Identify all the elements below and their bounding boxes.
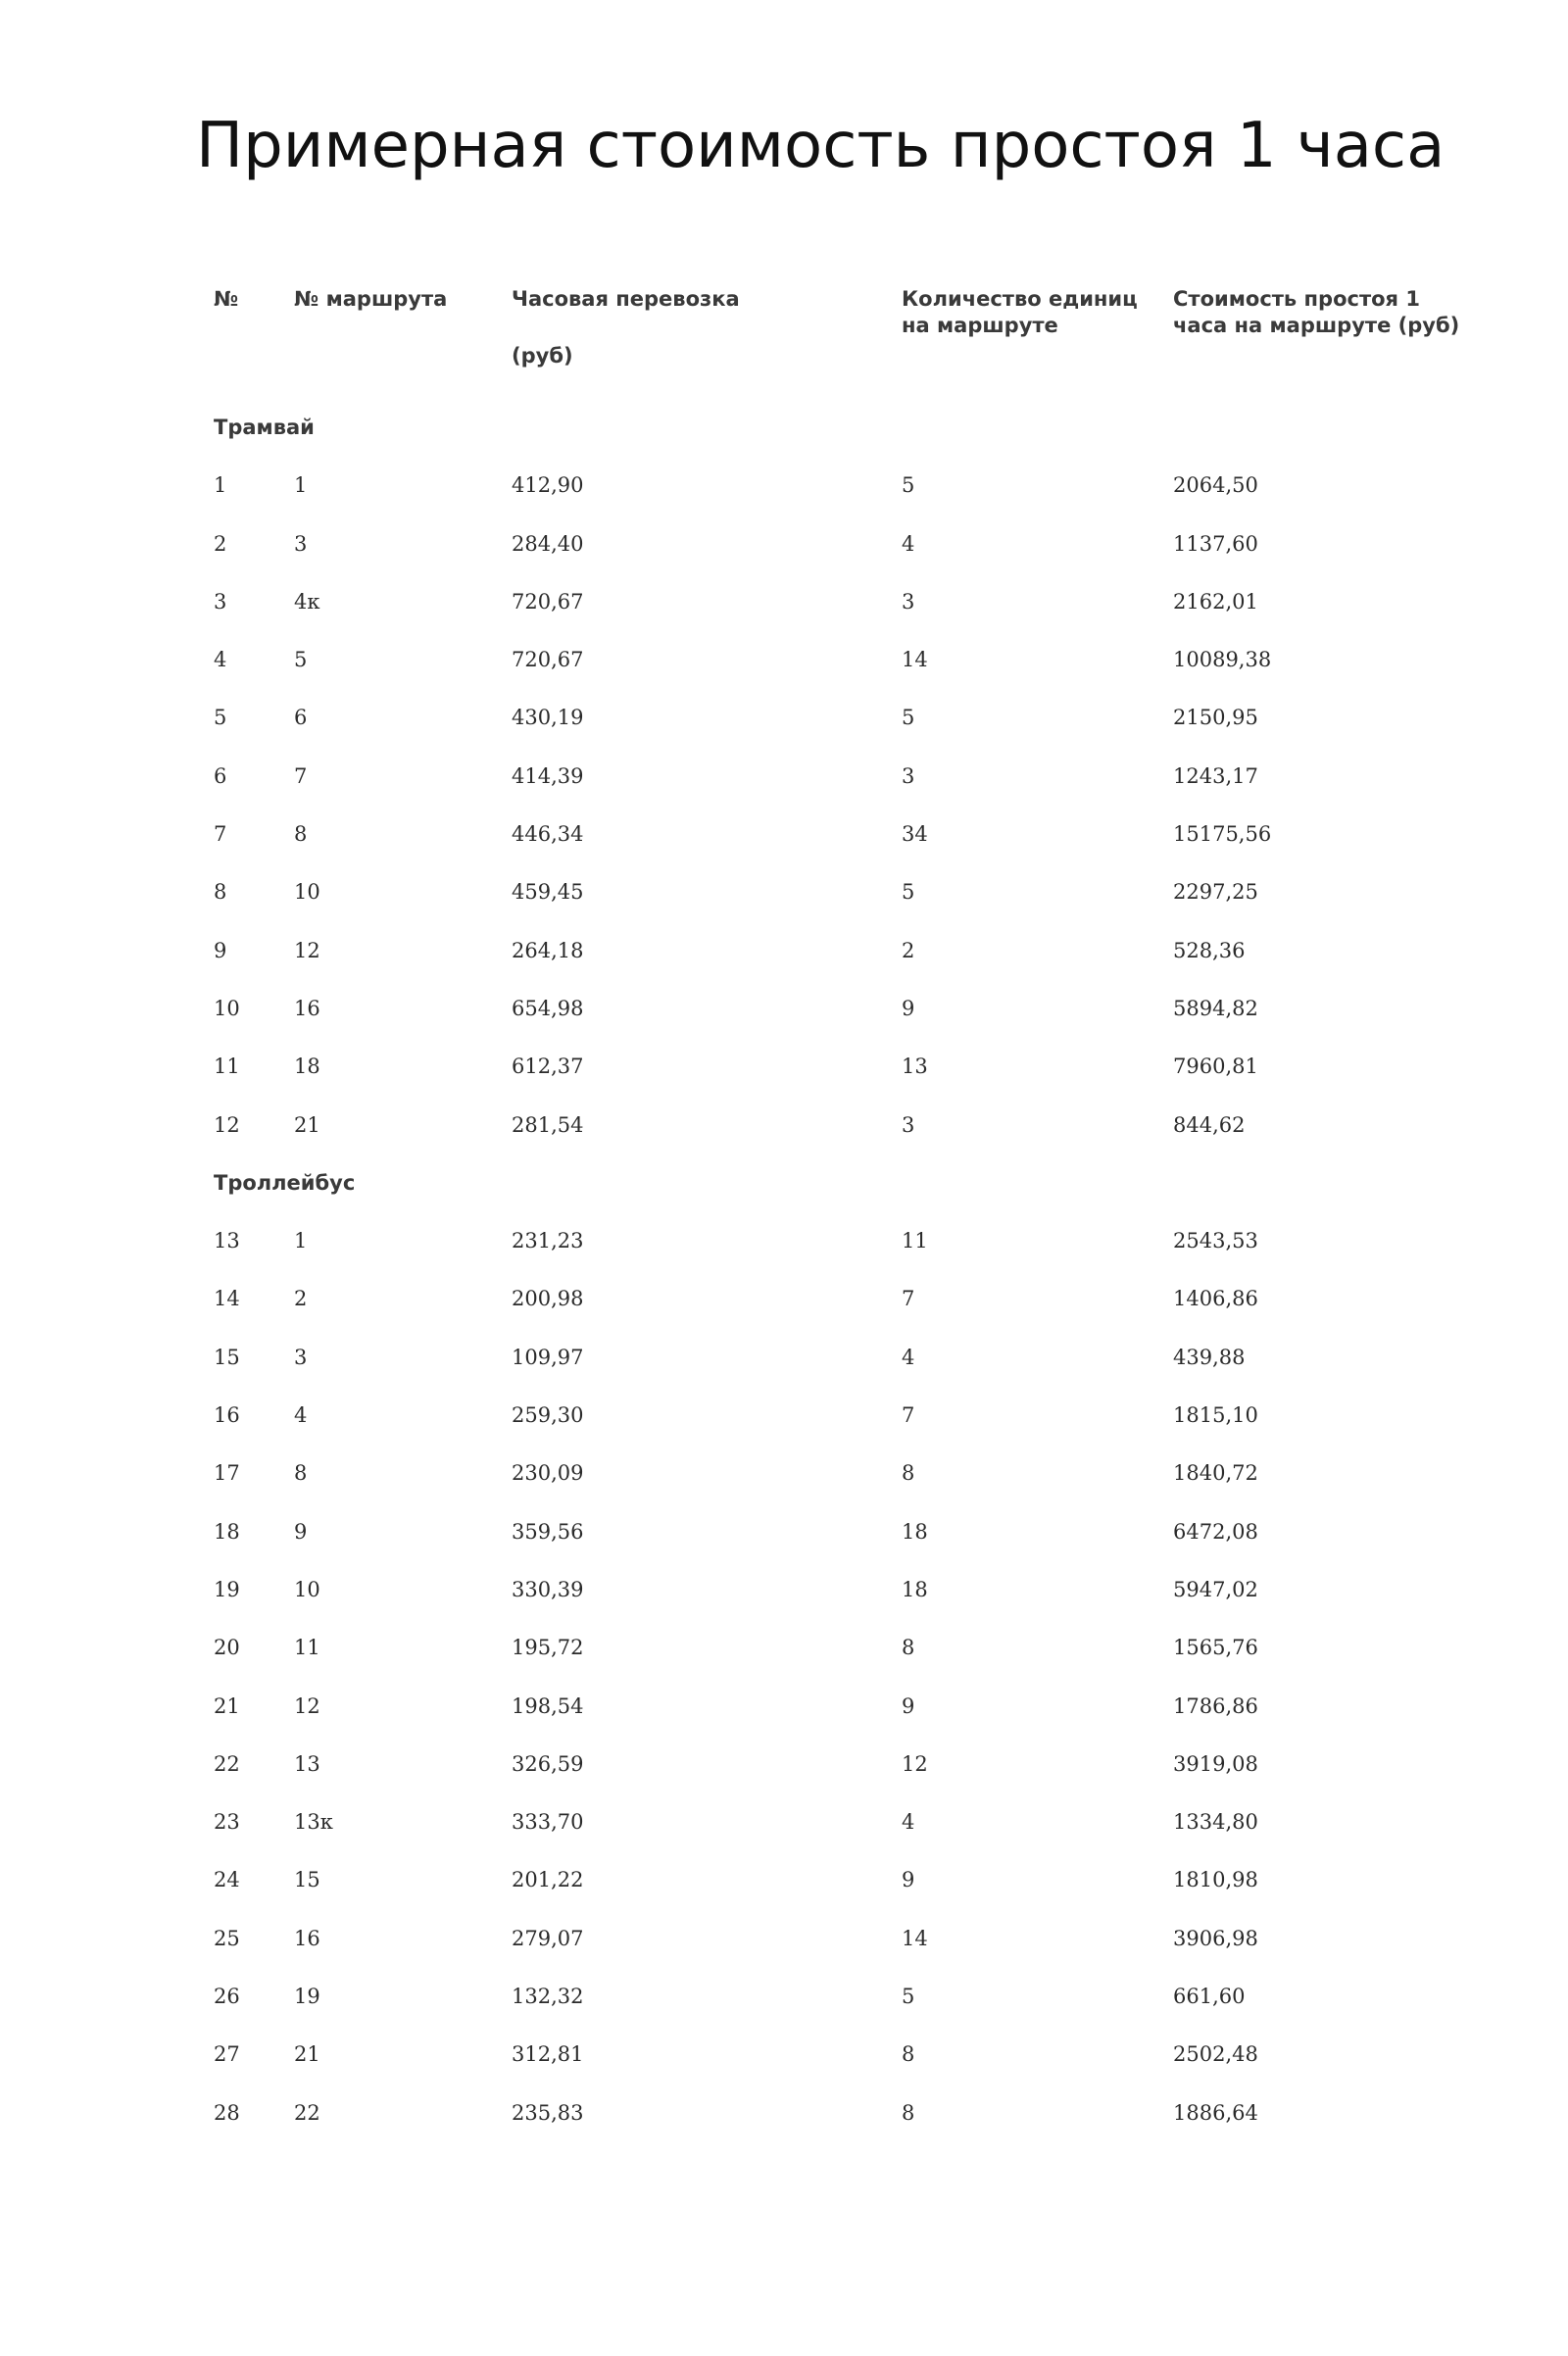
unit-count: 9 — [902, 1868, 915, 1892]
unit-count: 4 — [902, 531, 915, 556]
row-number: 1 — [214, 473, 227, 498]
unit-count: 3 — [902, 589, 915, 614]
downtime-cost: 7960,81 — [1173, 1055, 1258, 1079]
unit-count: 4 — [902, 1810, 915, 1835]
row-number: 15 — [214, 1345, 240, 1369]
route-number: 4 — [294, 1403, 308, 1428]
unit-count: 14 — [902, 648, 928, 672]
route-number: 8 — [294, 822, 308, 847]
hourly-rate: 720,67 — [512, 589, 584, 614]
header-number: № — [214, 287, 239, 311]
downtime-cost: 15175,56 — [1173, 822, 1272, 847]
hourly-rate: 459,45 — [512, 880, 584, 905]
hourly-rate: 109,97 — [512, 1345, 584, 1369]
downtime-cost: 3906,98 — [1173, 1926, 1258, 1950]
table-row — [0, 1556, 1568, 1614]
downtime-cost: 2543,53 — [1173, 1229, 1258, 1253]
hourly-rate: 284,40 — [512, 531, 584, 556]
table-row — [0, 1846, 1568, 1904]
table-row — [0, 1092, 1568, 1150]
table-row — [0, 1207, 1568, 1265]
unit-count: 8 — [902, 2100, 915, 2125]
hourly-rate: 326,59 — [512, 1751, 584, 1776]
row-number: 8 — [214, 880, 227, 905]
table-row — [0, 1963, 1568, 2021]
downtime-cost: 5947,02 — [1173, 1577, 1258, 1601]
hourly-rate: 359,56 — [512, 1519, 584, 1544]
downtime-cost: 1406,86 — [1173, 1287, 1258, 1311]
row-number: 7 — [214, 822, 227, 847]
downtime-cost: 10089,38 — [1173, 648, 1272, 672]
downtime-cost: 1840,72 — [1173, 1461, 1258, 1486]
downtime-cost: 1886,64 — [1173, 2100, 1258, 2125]
downtime-cost: 2162,01 — [1173, 589, 1258, 614]
unit-count: 4 — [902, 1345, 915, 1369]
hourly-rate: 198,54 — [512, 1693, 584, 1718]
table-row — [0, 1440, 1568, 1497]
table-row — [0, 1673, 1568, 1731]
downtime-cost: 6472,08 — [1173, 1519, 1258, 1544]
row-number: 23 — [214, 1810, 240, 1835]
downtime-cost: 1565,76 — [1173, 1636, 1258, 1660]
route-number: 21 — [294, 1112, 320, 1137]
route-number: 21 — [294, 2042, 320, 2067]
table-row — [0, 2021, 1568, 2079]
route-number: 1 — [294, 1229, 308, 1253]
row-number: 12 — [214, 1112, 240, 1137]
downtime-cost: 2064,50 — [1173, 473, 1258, 498]
downtime-cost: 1137,60 — [1173, 531, 1258, 556]
table-header — [0, 286, 1568, 394]
unit-count: 8 — [902, 1636, 915, 1660]
header-route: № маршрута — [294, 287, 448, 311]
route-number: 3 — [294, 531, 308, 556]
unit-count: 5 — [902, 706, 915, 730]
unit-count: 9 — [902, 1693, 915, 1718]
unit-count: 2 — [902, 938, 915, 962]
downtime-cost: 528,36 — [1173, 938, 1246, 962]
route-number: 19 — [294, 1985, 320, 2009]
table-row — [0, 1498, 1568, 1556]
downtime-cost: 2297,25 — [1173, 880, 1258, 905]
row-number: 17 — [214, 1461, 240, 1486]
unit-count: 12 — [902, 1751, 928, 1776]
route-number: 16 — [294, 996, 320, 1020]
route-number: 7 — [294, 763, 308, 788]
table-row — [0, 859, 1568, 916]
route-number: 13 — [294, 1751, 320, 1776]
unit-count: 5 — [902, 880, 915, 905]
header-hourly-rate: Часовая перевозка — [512, 287, 740, 311]
route-number: 8 — [294, 1461, 308, 1486]
header-unit-count: Количество единиц на маршруте — [902, 287, 1138, 337]
hourly-rate: 330,39 — [512, 1577, 584, 1601]
table-row — [0, 684, 1568, 742]
row-number: 11 — [214, 1055, 240, 1079]
route-number: 10 — [294, 1577, 320, 1601]
table-row — [0, 1614, 1568, 1672]
unit-count: 7 — [902, 1403, 915, 1428]
downtime-cost: 1810,98 — [1173, 1868, 1258, 1892]
row-number: 24 — [214, 1868, 240, 1892]
row-number: 14 — [214, 1287, 240, 1311]
unit-count: 5 — [902, 473, 915, 498]
section-header — [0, 394, 1568, 452]
hourly-rate: 200,98 — [512, 1287, 584, 1311]
section-header — [0, 1150, 1568, 1207]
downtime-cost: 844,62 — [1173, 1112, 1246, 1137]
downtime-cost: 1815,10 — [1173, 1403, 1258, 1428]
row-number: 26 — [214, 1985, 240, 2009]
table-row — [0, 511, 1568, 568]
row-number: 13 — [214, 1229, 240, 1253]
row-number: 3 — [214, 589, 227, 614]
hourly-rate: 414,39 — [512, 763, 584, 788]
hourly-rate: 312,81 — [512, 2042, 584, 2067]
route-number: 9 — [294, 1519, 308, 1544]
table-row — [0, 1324, 1568, 1382]
unit-count: 14 — [902, 1926, 928, 1950]
section-label: Троллейбус — [214, 1170, 356, 1195]
row-number: 2 — [214, 531, 227, 556]
section-label: Трамвай — [214, 416, 315, 439]
downtime-cost: 5894,82 — [1173, 996, 1258, 1020]
hourly-rate: 264,18 — [512, 938, 584, 962]
table-row — [0, 626, 1568, 684]
route-number: 18 — [294, 1055, 320, 1079]
row-number: 27 — [214, 2042, 240, 2067]
unit-count: 11 — [902, 1229, 928, 1253]
hourly-rate: 235,83 — [512, 2100, 584, 2125]
route-number: 6 — [294, 706, 308, 730]
table-row — [0, 743, 1568, 801]
hourly-rate: 132,32 — [512, 1985, 584, 2009]
row-number: 6 — [214, 763, 227, 788]
hourly-rate: 430,19 — [512, 706, 584, 730]
hourly-rate: 201,22 — [512, 1868, 584, 1892]
hourly-rate: 446,34 — [512, 822, 584, 847]
row-number: 10 — [214, 996, 240, 1020]
unit-count: 34 — [902, 822, 928, 847]
downtime-cost: 439,88 — [1173, 1345, 1246, 1369]
hourly-rate: 333,70 — [512, 1810, 584, 1835]
row-number: 4 — [214, 648, 227, 672]
row-number: 20 — [214, 1636, 240, 1660]
table-body — [0, 394, 1568, 2137]
hourly-rate: 720,67 — [512, 648, 584, 672]
table-row — [0, 1033, 1568, 1091]
row-number: 25 — [214, 1926, 240, 1950]
route-number: 4к — [294, 589, 320, 614]
unit-count: 5 — [902, 1985, 915, 2009]
table-row — [0, 1905, 1568, 1963]
row-number: 9 — [214, 938, 227, 962]
header-rate-unit: (руб) — [512, 344, 573, 368]
table-row — [0, 568, 1568, 626]
row-number: 5 — [214, 706, 227, 730]
row-number: 18 — [214, 1519, 240, 1544]
downtime-cost: 1243,17 — [1173, 763, 1258, 788]
unit-count: 18 — [902, 1577, 928, 1601]
hourly-rate: 279,07 — [512, 1926, 584, 1950]
row-number: 21 — [214, 1693, 240, 1718]
table-row — [0, 1382, 1568, 1440]
route-number: 15 — [294, 1868, 320, 1892]
hourly-rate: 612,37 — [512, 1055, 584, 1079]
route-number: 3 — [294, 1345, 308, 1369]
hourly-rate: 195,72 — [512, 1636, 584, 1660]
route-number: 22 — [294, 2100, 320, 2125]
header-downtime-cost: Стоимость простоя 1 часа на маршруте (руб) — [1173, 287, 1460, 337]
page-title: Примерная стоимость простоя 1 часа — [196, 110, 1446, 182]
downtime-cost: 1334,80 — [1173, 1810, 1258, 1835]
hourly-rate: 281,54 — [512, 1112, 584, 1137]
unit-count: 8 — [902, 1461, 915, 1486]
unit-count: 18 — [902, 1519, 928, 1544]
downtime-cost: 1786,86 — [1173, 1693, 1258, 1718]
route-number: 12 — [294, 938, 320, 962]
route-number: 12 — [294, 1693, 320, 1718]
hourly-rate: 231,23 — [512, 1229, 584, 1253]
unit-count: 13 — [902, 1055, 928, 1079]
unit-count: 7 — [902, 1287, 915, 1311]
table-row — [0, 801, 1568, 859]
downtime-cost: 2150,95 — [1173, 706, 1258, 730]
route-number: 5 — [294, 648, 308, 672]
table-row — [0, 917, 1568, 975]
hourly-rate: 230,09 — [512, 1461, 584, 1486]
row-number: 16 — [214, 1403, 240, 1428]
unit-count: 3 — [902, 763, 915, 788]
table-row — [0, 2080, 1568, 2137]
row-number: 28 — [214, 2100, 240, 2125]
row-number: 22 — [214, 1751, 240, 1776]
route-number: 2 — [294, 1287, 308, 1311]
route-number: 10 — [294, 880, 320, 905]
table-row — [0, 975, 1568, 1033]
hourly-rate: 259,30 — [512, 1403, 584, 1428]
table-row — [0, 452, 1568, 510]
downtime-cost: 3919,08 — [1173, 1751, 1258, 1776]
route-number: 13к — [294, 1810, 333, 1835]
hourly-rate: 654,98 — [512, 996, 584, 1020]
downtime-cost: 661,60 — [1173, 1985, 1246, 2009]
route-number: 1 — [294, 473, 308, 498]
unit-count: 3 — [902, 1112, 915, 1137]
table-row — [0, 1731, 1568, 1789]
route-number: 11 — [294, 1636, 320, 1660]
downtime-cost: 2502,48 — [1173, 2042, 1258, 2067]
row-number: 19 — [214, 1577, 240, 1601]
route-number: 16 — [294, 1926, 320, 1950]
table-row — [0, 1265, 1568, 1323]
table-row — [0, 1789, 1568, 1846]
hourly-rate: 412,90 — [512, 473, 584, 498]
unit-count: 9 — [902, 996, 915, 1020]
unit-count: 8 — [902, 2042, 915, 2067]
